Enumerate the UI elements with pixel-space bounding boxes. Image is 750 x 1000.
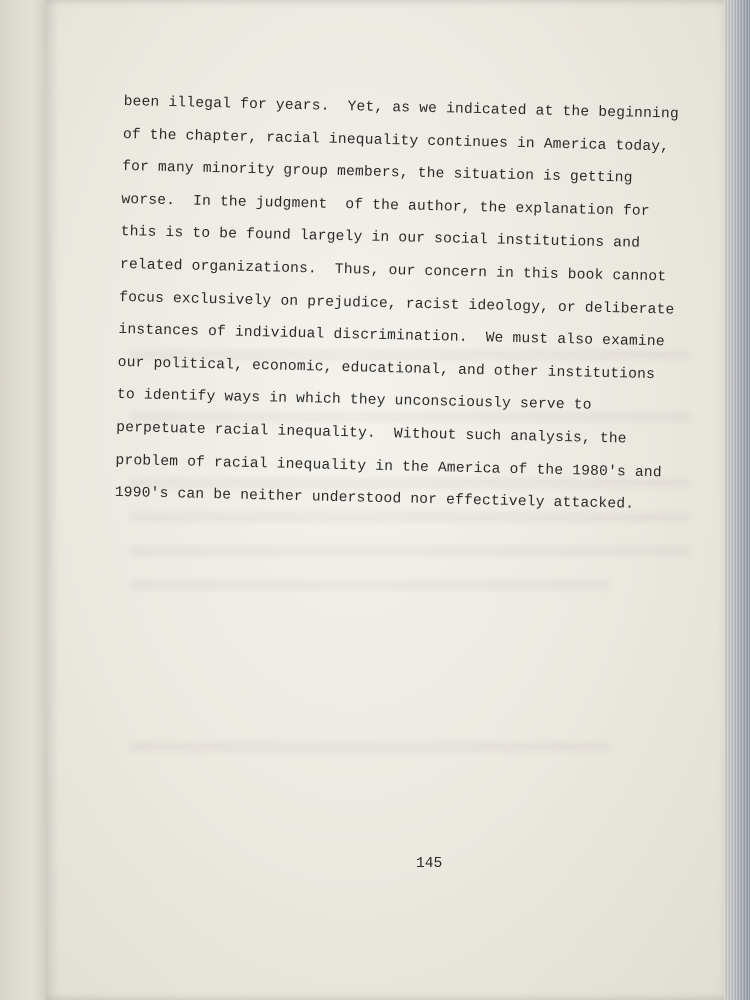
text-line: been illegal for years. Yet, as we indicated at the beginning: [123, 93, 680, 123]
text-line: for many minority group members, the situation is getting: [121, 159, 633, 187]
text-line: our political, economic, educational, and other institutions: [117, 354, 656, 383]
text-line: related organizations. Thus, our concern in this book cannot: [119, 256, 667, 286]
text-line: focus exclusively on prejudice, racist ideology, or deliberate: [119, 289, 675, 319]
text-line: perpetuate racial inequality. Without such analysis, the: [116, 419, 627, 448]
text-line: instances of individual discrimination. We must also examine: [118, 322, 665, 351]
page-number: 145: [416, 856, 443, 872]
book-page-stack-lines: [724, 0, 750, 1000]
text-line: 1990's can be neither understood nor effectively attacked.: [114, 485, 635, 513]
show-through-mark: [130, 546, 690, 556]
text-line: problem of racial inequality in the America of the 1980's and: [115, 452, 662, 481]
text-line: this is to be found largely in our social institutions and: [120, 224, 641, 253]
show-through-mark: [130, 742, 610, 752]
book-page: [46, 0, 728, 1000]
text-line: of the chapter, racial inequality continues in America today,: [122, 126, 670, 155]
body-text: [114, 86, 723, 523]
show-through-mark: [130, 580, 610, 590]
text-line: to identify ways in which they unconsciously serve to: [116, 387, 592, 415]
left-page-edge: [0, 0, 47, 1000]
text-line: worse. In the judgment of the author, the explanation for: [121, 191, 650, 220]
